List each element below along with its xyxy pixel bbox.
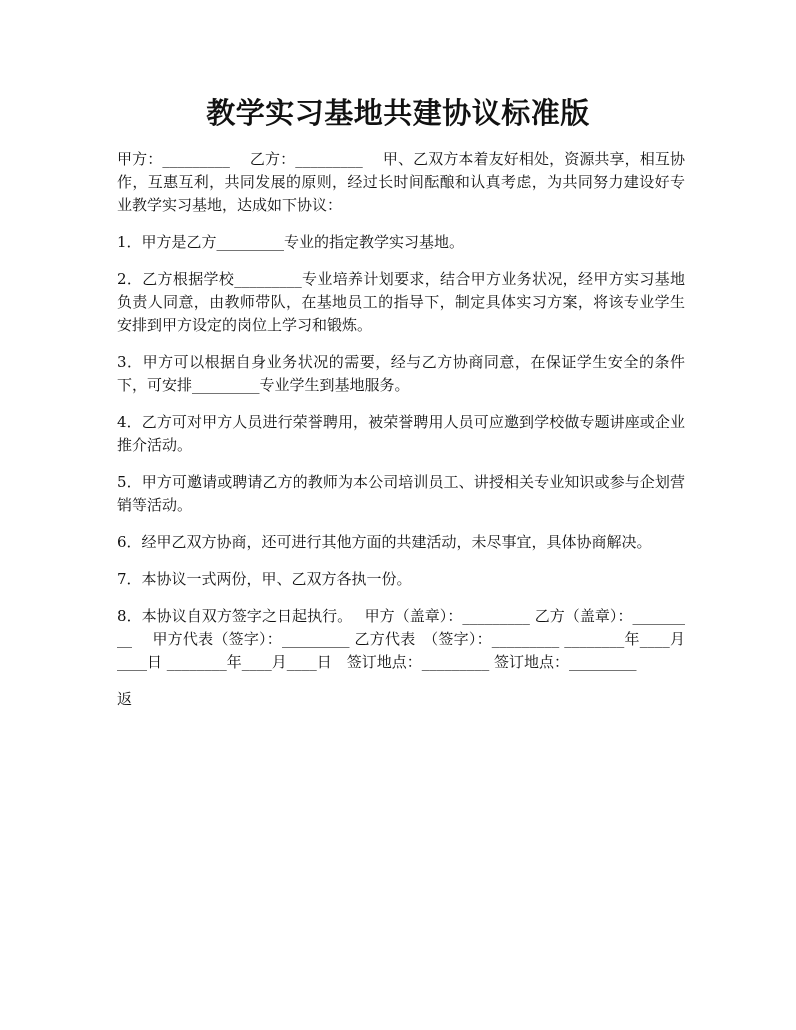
trailing-text: 返 — [117, 690, 133, 708]
clause-7: 7．本协议一式两份，甲、乙双方各执一份。 — [117, 570, 412, 588]
clause-1: 1．甲方是乙方_________专业的指定教学实习基地。 — [117, 233, 465, 251]
clause-8-signatures: 8．本协议自双方签字之日起执行。 甲方（盖章）：_________ 乙方（盖章）：_________ 甲方代表（签字）：_________ 乙方代表 （签字）：_________ ________年____月____日 ________年____月____日 签订地点：_________ 签订地点：_________ — [117, 607, 685, 671]
document-title: 教学实习基地共建协议标准版 — [206, 96, 590, 130]
intro-paragraph: 甲方：_________ 乙方：_________ 甲、乙双方本着友好相处，资源共享，相互协作，互惠互利，共同发展的原则，经过长时间酝酿和认真考虑，为共同努力建设好专业教学实习基地，达成如下协议： — [117, 150, 685, 214]
clause-2: 2．乙方根据学校_________专业培养计划要求，结合甲方业务状况，经甲方实习基地负责人同意，由教师带队，在基地员工的指导下，制定具体实习方案，将该专业学生安排到甲方设定的岗位上学习和锻炼。 — [117, 270, 685, 334]
clause-3: 3．甲方可以根据自身业务状况的需要，经与乙方协商同意，在保证学生安全的条件下，可安排_________专业学生到基地服务。 — [117, 353, 685, 394]
document-body — [117, 148, 685, 725]
clause-5: 5．甲方可邀请或聘请乙方的教师为本公司培训员工、讲授相关专业知识或参与企划营销等活动。 — [117, 473, 685, 514]
clause-6: 6．经甲乙双方协商，还可进行其他方面的共建活动，未尽事宜，具体协商解决。 — [117, 533, 652, 551]
clause-4: 4．乙方可对甲方人员进行荣誉聘用，被荣誉聘用人员可应邀到学校做专题讲座或企业推介活动。 — [117, 413, 685, 454]
